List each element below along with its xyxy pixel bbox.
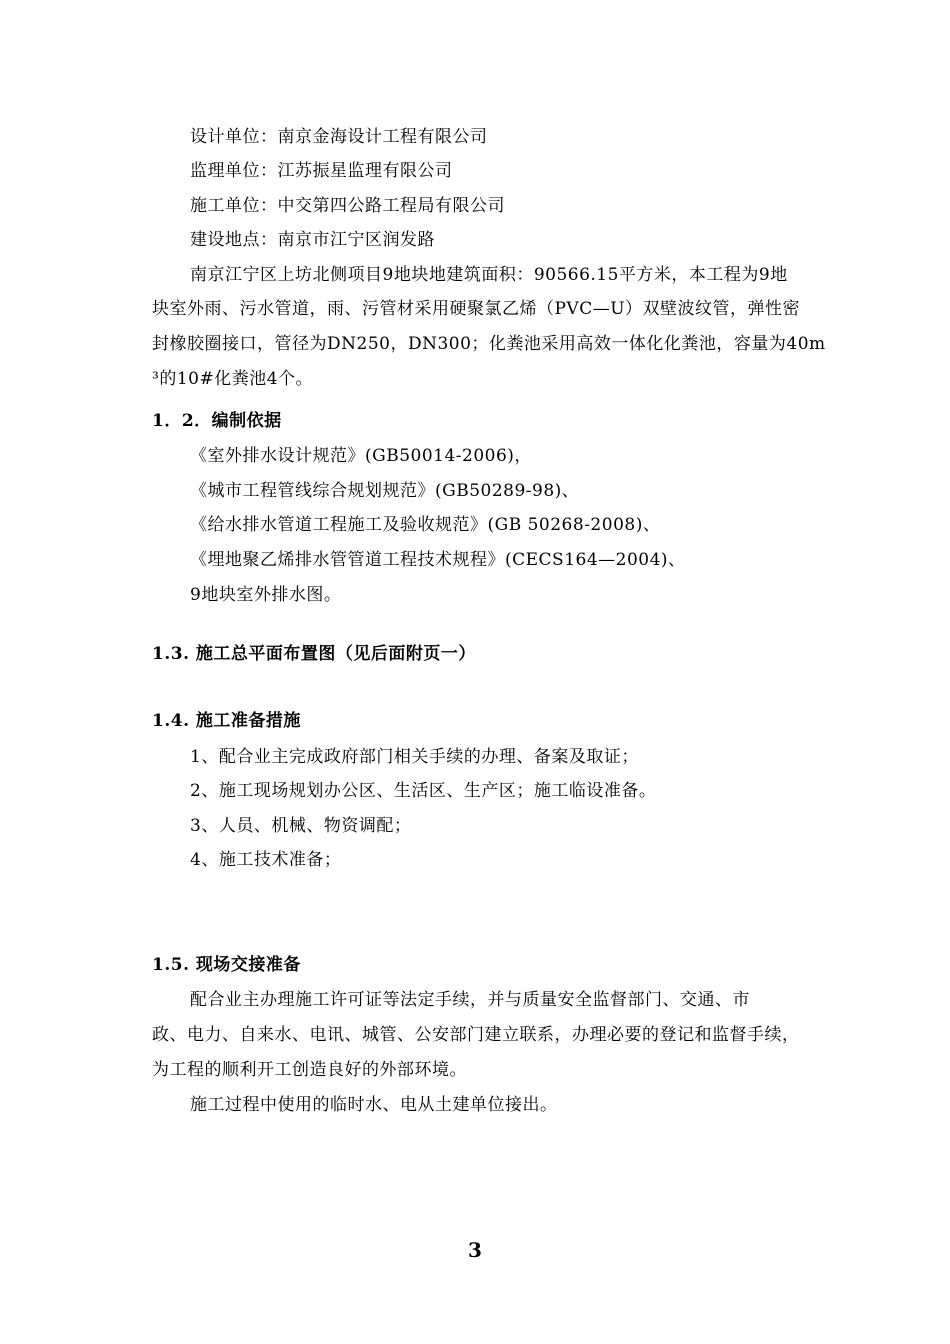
overview-line: 块室外雨、污水管道，雨、污管材采用硬聚氯乙烯（PVC—U）双壁波纹管，弹性密	[152, 299, 801, 319]
reference-item: 《给水排水管道工程施工及验收规范》(GB 50268-2008)、	[190, 515, 661, 535]
section-heading-1-5: 1.5. 现场交接准备	[152, 955, 301, 975]
handover-paragraph-line: 为工程的顺利开工创造良好的外部环境。	[152, 1060, 467, 1080]
reference-item: 《城市工程管线综合规划规范》(GB50289-98)、	[190, 481, 580, 501]
reference-item: 《埋地聚乙烯排水管管道工程技术规程》(CECS164—2004)、	[190, 550, 686, 570]
supervision-unit-line: 监理单位：江苏振星监理有限公司	[190, 161, 453, 181]
preparation-item: 3、人员、机械、物资调配；	[190, 816, 412, 836]
preparation-item: 2、施工现场规划办公区、生活区、生产区；施工临设准备。	[190, 781, 657, 801]
overview-line: 封橡胶圈接口，管径为DN250，DN300；化粪池采用高效一体化化粪池，容量为40m	[152, 334, 826, 354]
preparation-item: 4、施工技术准备；	[190, 850, 342, 870]
reference-item: 《室外排水设计规范》(GB50014-2006)，	[190, 446, 532, 466]
preparation-item: 1、配合业主完成政府部门相关手续的办理、备案及取证；	[190, 747, 639, 767]
reference-item: 9地块室外排水图。	[190, 585, 342, 605]
section-heading-1-2: 1．2．编制依据	[152, 411, 282, 431]
handover-paragraph-line: 政、电力、自来水、电讯、城管、公安部门建立联系，办理必要的登记和监督手续，	[152, 1025, 800, 1045]
section-heading-1-3: 1.3. 施工总平面布置图（见后面附页一）	[152, 644, 476, 664]
location-line: 建设地点：南京市江宁区润发路	[190, 230, 435, 250]
design-unit-line: 设计单位：南京金海设计工程有限公司	[190, 127, 488, 147]
construction-unit-line: 施工单位：中交第四公路工程局有限公司	[190, 196, 505, 216]
utilities-paragraph: 施工过程中使用的临时水、电从土建单位接出。	[190, 1095, 558, 1115]
section-heading-1-4: 1.4. 施工准备措施	[152, 711, 301, 731]
overview-line: 南京江宁区上坊北侧项目9地块地建筑面积：90566.15平方米，本工程为9地	[190, 265, 788, 285]
page-number: 3	[468, 1238, 482, 1262]
overview-line: ³的10#化粪池4个。	[152, 369, 314, 389]
handover-paragraph-line: 配合业主办理施工许可证等法定手续，并与质量安全监督部门、交通、市	[190, 990, 750, 1010]
